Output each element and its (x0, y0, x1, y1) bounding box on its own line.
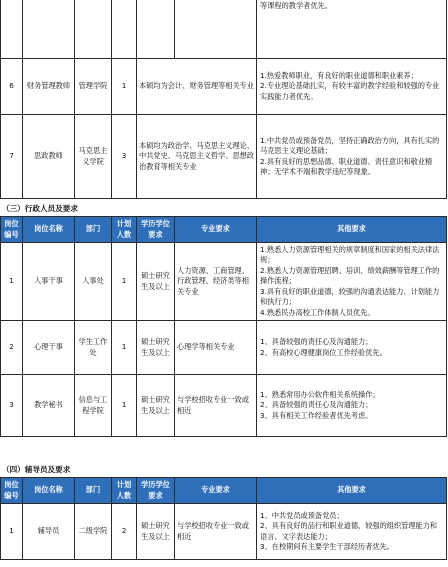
cell-major (175, 0, 257, 59)
col-header: 岗位名称 (23, 478, 75, 504)
cell-count (112, 0, 137, 59)
cell-post: 人事干事 (23, 243, 75, 321)
cell-post: 辅导员 (23, 504, 75, 560)
cell-degree: 硕士研究生及以上 (137, 321, 175, 375)
cell-count: 3 (112, 115, 137, 199)
teacher-table (0, 0, 447, 199)
cell-dept: 信息与工程学院 (75, 375, 112, 437)
col-header: 计划人数 (112, 217, 137, 243)
cell-req: 1、熟悉常用办公软件相关系统操作； 2、具备较强的责任心及沟通能力； 3、具有相关工作经验者优先考虑。 (257, 375, 447, 437)
col-header: 学历学位要求 (137, 217, 175, 243)
col-header: 其他要求 (257, 217, 447, 243)
cell-post: 心理干事 (23, 321, 75, 375)
cell-req: 1、具备较强的责任心及沟通能力； 2、有高校心理健康岗位工作经验优先。 (257, 321, 447, 375)
cell-major: 本硕均为政治学、马克思主义理论、中共党史、马克思主义哲学、思想政治教育等相关专业 (137, 115, 257, 199)
cell-count: 1 (112, 375, 137, 437)
cell-no: 2 (1, 321, 23, 375)
cell-dept: 管理学院 (75, 59, 112, 115)
cell-major: 本硕均为会计、财务管理等相关专业 (137, 59, 257, 115)
cell-no: 1 (1, 243, 23, 321)
cell-count: 1 (112, 321, 137, 375)
table-row (1, 504, 447, 560)
cell-no: 3 (1, 375, 23, 437)
cell-no: 7 (1, 115, 23, 199)
col-header: 其他要求 (257, 478, 447, 504)
table-header-row (1, 217, 447, 243)
table-row (1, 375, 447, 437)
cell-post: 教学秘书 (23, 375, 75, 437)
cell-major: 心理学等相关专业 (175, 321, 257, 375)
cell-degree: 硕士研究生及以上 (137, 504, 175, 560)
col-header: 岗位名称 (23, 217, 75, 243)
table-row (1, 243, 447, 321)
col-header: 部门 (75, 478, 112, 504)
cell-dept: 马克思主义学院 (75, 115, 112, 199)
table-row (1, 321, 447, 375)
col-header: 专业要求 (175, 478, 257, 504)
col-header: 部门 (75, 217, 112, 243)
col-header: 岗位编号 (1, 478, 23, 504)
cell-req: 1.热爱教师职业，有良好的职业道德和职业素养； 2.专业理论基础扎实，有较丰富的教学经验和较强的专业实践能力者优先。 (257, 59, 447, 115)
table-row (1, 0, 447, 59)
counselor-table (0, 477, 447, 560)
cell-post: 思政教师 (23, 115, 75, 199)
cell-req: 1.熟悉人力资源管理相关的规章制度和国家的相关法律法规； 2.熟悉人力资源管理招聘、培训、绩效薪酬等管理工作的操作流程； 3.具有良好的职业道德，较强的沟通表达能力、计划能力和执行力； 4.熟悉民办高校工作体制人员优先。 (257, 243, 447, 321)
cell-no: 6 (1, 59, 23, 115)
table-header-row (1, 478, 447, 504)
table-row (1, 59, 447, 115)
cell-major: 与学校招收专业一致或相近 (175, 504, 257, 560)
cell-degree: 硕士研究生及以上 (137, 375, 175, 437)
cell-degree: 硕士研究生及以上 (137, 243, 175, 321)
col-header: 专业要求 (175, 217, 257, 243)
cell-post (23, 0, 75, 59)
cell-dept (75, 0, 112, 59)
cell-dept: 二级学院 (75, 504, 112, 560)
cell-req: 等课程的教学者优先。 (257, 0, 447, 59)
col-header: 计划人数 (112, 478, 137, 504)
cell-major: 与学校招收专业一致或相近 (175, 375, 257, 437)
admin-table (0, 216, 447, 437)
cell-req: 1.中共党员或预备党员，坚持正确政治方向，具有扎实的马克思主义理论基础； 2.具有良好的思想品德、职业道德、责任意识和敬业精神；无学术不端和教学违纪等现象。 (257, 115, 447, 199)
cell-dept: 人事处 (75, 243, 112, 321)
cell-count: 1 (112, 59, 137, 115)
cell-count: 1 (112, 243, 137, 321)
cell-no (1, 0, 23, 59)
cell-no: 1 (1, 504, 23, 560)
cell-degree (137, 0, 175, 59)
cell-major: 人力资源、工商管理、行政管理、经济类等相关专业 (175, 243, 257, 321)
table-row (1, 115, 447, 199)
cell-post: 财务管理教师 (23, 59, 75, 115)
section-title-admin: （三）行政人员及要求 (2, 204, 78, 213)
cell-count: 2 (112, 504, 137, 560)
section-title-counselor: （四）辅导员及要求 (2, 465, 71, 474)
cell-req: 1、中共党员或预备党员； 2、具有良好的品行和职业道德，较强的组织管理能力和语言、文字表达能力； 3、在校期间有主要学生干部经历者优先。 (257, 504, 447, 560)
col-header: 岗位编号 (1, 217, 23, 243)
cell-dept: 学生工作处 (75, 321, 112, 375)
col-header: 学历学位要求 (137, 478, 175, 504)
